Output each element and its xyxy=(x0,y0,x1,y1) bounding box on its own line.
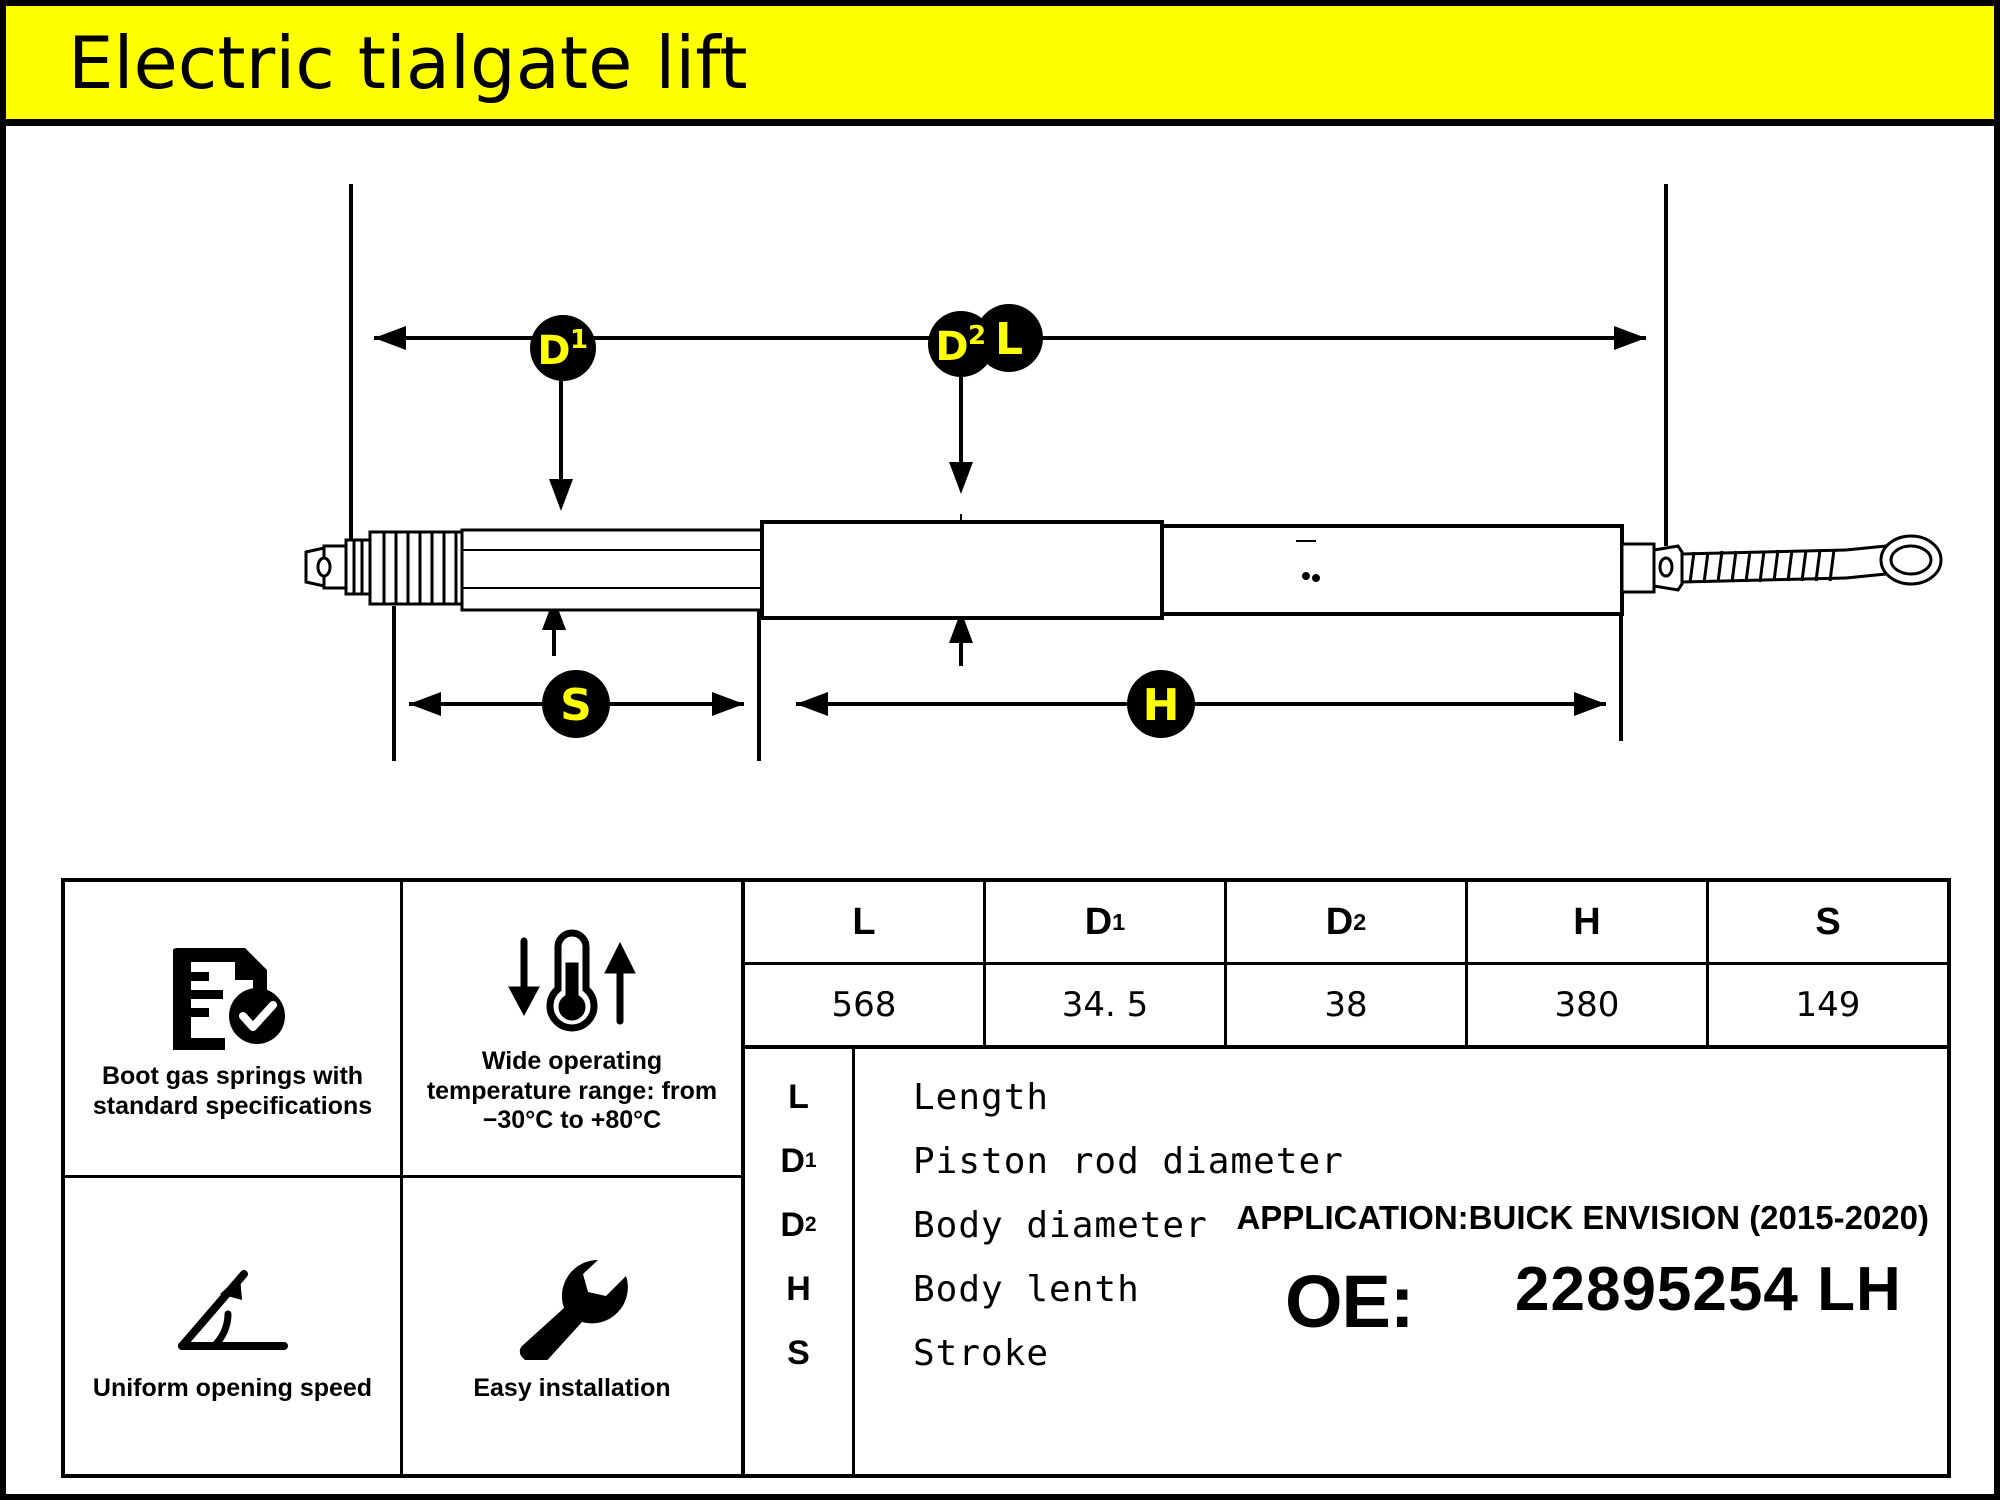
feature-easy-installation xyxy=(403,1178,741,1474)
right-end-fitting xyxy=(1622,544,1682,592)
oe-label: OE: xyxy=(1285,1260,1414,1343)
spec-value-D2: 38 xyxy=(1227,965,1468,1045)
svg-text:S: S xyxy=(560,680,592,731)
svg-text:D: D xyxy=(935,324,969,370)
feature-label: Wide operating temperature range: from −30°C to +80°C xyxy=(426,1047,718,1135)
dimension-arrow-H xyxy=(796,692,1606,716)
spec-header-D2: D 2 xyxy=(1227,882,1468,962)
wrench-icon xyxy=(512,1248,632,1368)
spec-header-S: S xyxy=(1815,900,1841,943)
spec-value-H: 380 xyxy=(1468,965,1709,1045)
left-end-fitting xyxy=(306,540,370,594)
dimension-arrow-D1-top xyxy=(549,381,573,511)
spec-value-S: 149 xyxy=(1795,985,1861,1025)
spec-header-row xyxy=(745,882,1947,965)
svg-text:1: 1 xyxy=(569,325,589,355)
legend-key-L: L xyxy=(788,1077,809,1116)
spec-value-L: 568 xyxy=(745,965,986,1045)
threaded-rod-section xyxy=(370,532,462,604)
piston-rod xyxy=(462,530,762,610)
legend-key-D1: D 1 xyxy=(780,1141,817,1180)
dimension-label-D1 xyxy=(530,315,596,381)
feature-boot-gas-springs xyxy=(65,882,403,1178)
svg-text:H: H xyxy=(1142,680,1180,731)
cylinder-body-front xyxy=(762,522,1162,618)
legend-key-D2: D 2 xyxy=(780,1205,817,1244)
spec-header-H: H xyxy=(1468,882,1709,962)
legend-definitions xyxy=(855,1049,1947,1474)
legend-def-stroke: Stroke xyxy=(913,1332,1050,1374)
feature-wide-temperature-range xyxy=(403,882,741,1178)
cylinder-body-rear xyxy=(1162,526,1622,614)
application-text: APPLICATION:BUICK ENVISION (2015-2020) xyxy=(1236,1199,1929,1236)
page-title: Electric tialgate lift xyxy=(68,20,748,105)
dimension-label-H xyxy=(1127,670,1195,738)
feature-label: Boot gas springs with standard specifications xyxy=(92,1062,373,1120)
legend-keys xyxy=(745,1049,855,1474)
spec-value-D1: 34. 5 xyxy=(986,965,1227,1045)
feature-label: Easy installation xyxy=(473,1374,671,1403)
spec-value-row xyxy=(745,965,1947,1049)
dimension-label-D2 xyxy=(928,311,994,377)
angle-arc-icon xyxy=(168,1248,298,1368)
oe-number: 22895254 LH xyxy=(1515,1255,1902,1324)
legend-def-length: Length xyxy=(913,1076,1050,1118)
legend-panel xyxy=(745,1049,1947,1474)
gas-spring-technical-drawing xyxy=(6,126,2000,866)
legend-def-body-length: Body lenth xyxy=(913,1268,1140,1310)
thermometer-icon xyxy=(502,921,642,1041)
features-grid xyxy=(65,882,745,1474)
legend-def-body-diameter: Body diameter xyxy=(913,1204,1208,1246)
dimension-label-S xyxy=(542,670,610,738)
legend-def-piston-rod-diameter: Piston rod diameter xyxy=(913,1140,1344,1182)
specs-panel xyxy=(745,882,1947,1474)
power-cable xyxy=(1682,536,1941,584)
document-check-icon xyxy=(173,936,293,1056)
spec-and-features-table xyxy=(61,878,1951,1478)
spec-header-D1: D 1 xyxy=(986,882,1227,962)
legend-key-S: S xyxy=(787,1333,810,1372)
svg-text:2: 2 xyxy=(967,321,987,351)
feature-uniform-opening-speed xyxy=(65,1178,403,1474)
svg-text:D: D xyxy=(537,328,571,374)
svg-text:L: L xyxy=(994,314,1024,365)
title-bar xyxy=(6,6,1994,126)
legend-key-H: H xyxy=(786,1269,811,1308)
spec-header-L: L xyxy=(745,882,986,962)
feature-label: Uniform opening speed xyxy=(92,1374,373,1403)
dimension-arrow-D2-top xyxy=(949,376,973,494)
